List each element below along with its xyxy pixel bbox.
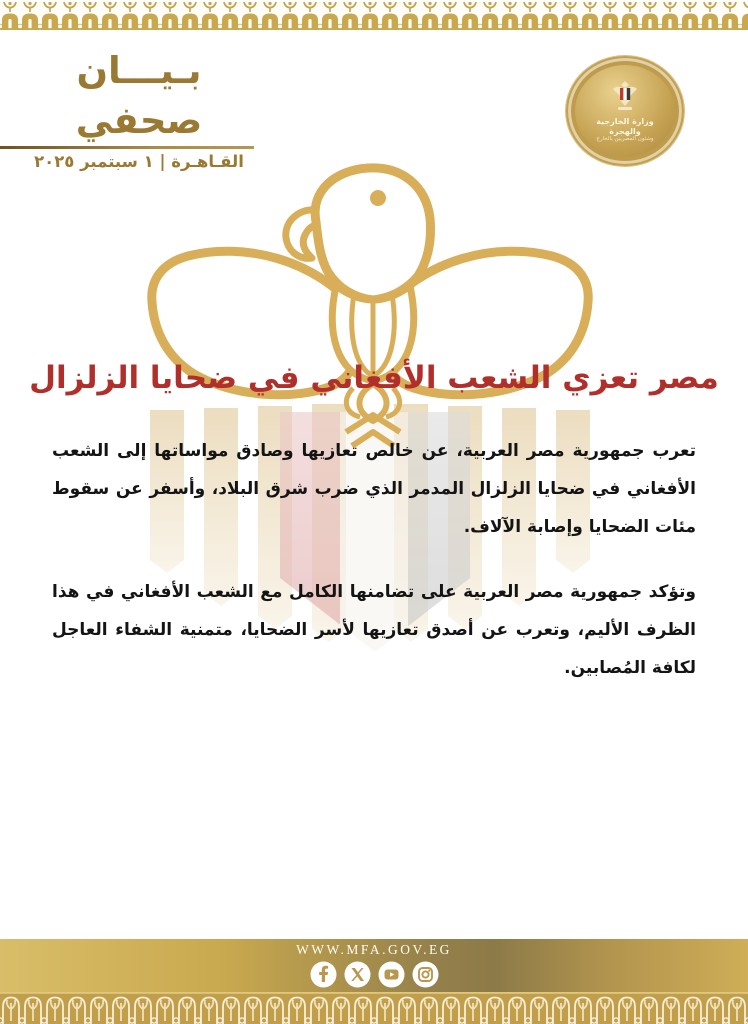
header-block [14, 46, 264, 171]
x-twitter-icon[interactable] [344, 961, 371, 988]
instagram-icon[interactable] [412, 961, 439, 988]
social-icons-row [310, 961, 439, 988]
statement-body [52, 432, 696, 687]
ministry-seal [566, 56, 684, 166]
youtube-icon[interactable] [378, 961, 405, 988]
ornamental-border-bottom [0, 992, 748, 1024]
statement-title: مصر تعزي الشعب الأفغاني في ضحايا الزلزال [29, 360, 719, 396]
footer-bar [0, 939, 748, 992]
seal-eagle-icon [610, 79, 640, 115]
website-url[interactable]: WWW.MFA.GOV.EG [296, 942, 452, 958]
paragraph-1: تعرب جمهورية مصر العربية، عن خالص تعازيها وصادق مواساتها إلى الشعب الأفغاني في ضحايا الزلزال المدمر الذي ضرب شرق البلاد، وأسفر عن سقوط مئات الضحايا وإصابة الآلاف. [52, 441, 696, 537]
dateline: القـاهـرة | ١ سبتمبر ٢٠٢٥ [34, 151, 244, 171]
facebook-icon[interactable] [310, 961, 337, 988]
seal-ministry-subtitle: وشئون المصريين بالخارج [596, 136, 654, 143]
ornamental-border-top [0, 0, 748, 30]
statement-type-heading: بـيـــان صحفي [75, 49, 203, 142]
seal-ministry-name: وزارة الخارجية والهجرة [596, 117, 654, 136]
paragraph-2: وتؤكد جمهورية مصر العربية على تضامنها الكامل مع الشعب الأفغاني في هذا الظرف الأليم، وتعرب عن أصدق تعازيها لأسر الضحايا، متمنية الشفاء العاجل لكافة المُصابين. [52, 582, 696, 678]
header-divider [0, 146, 254, 149]
